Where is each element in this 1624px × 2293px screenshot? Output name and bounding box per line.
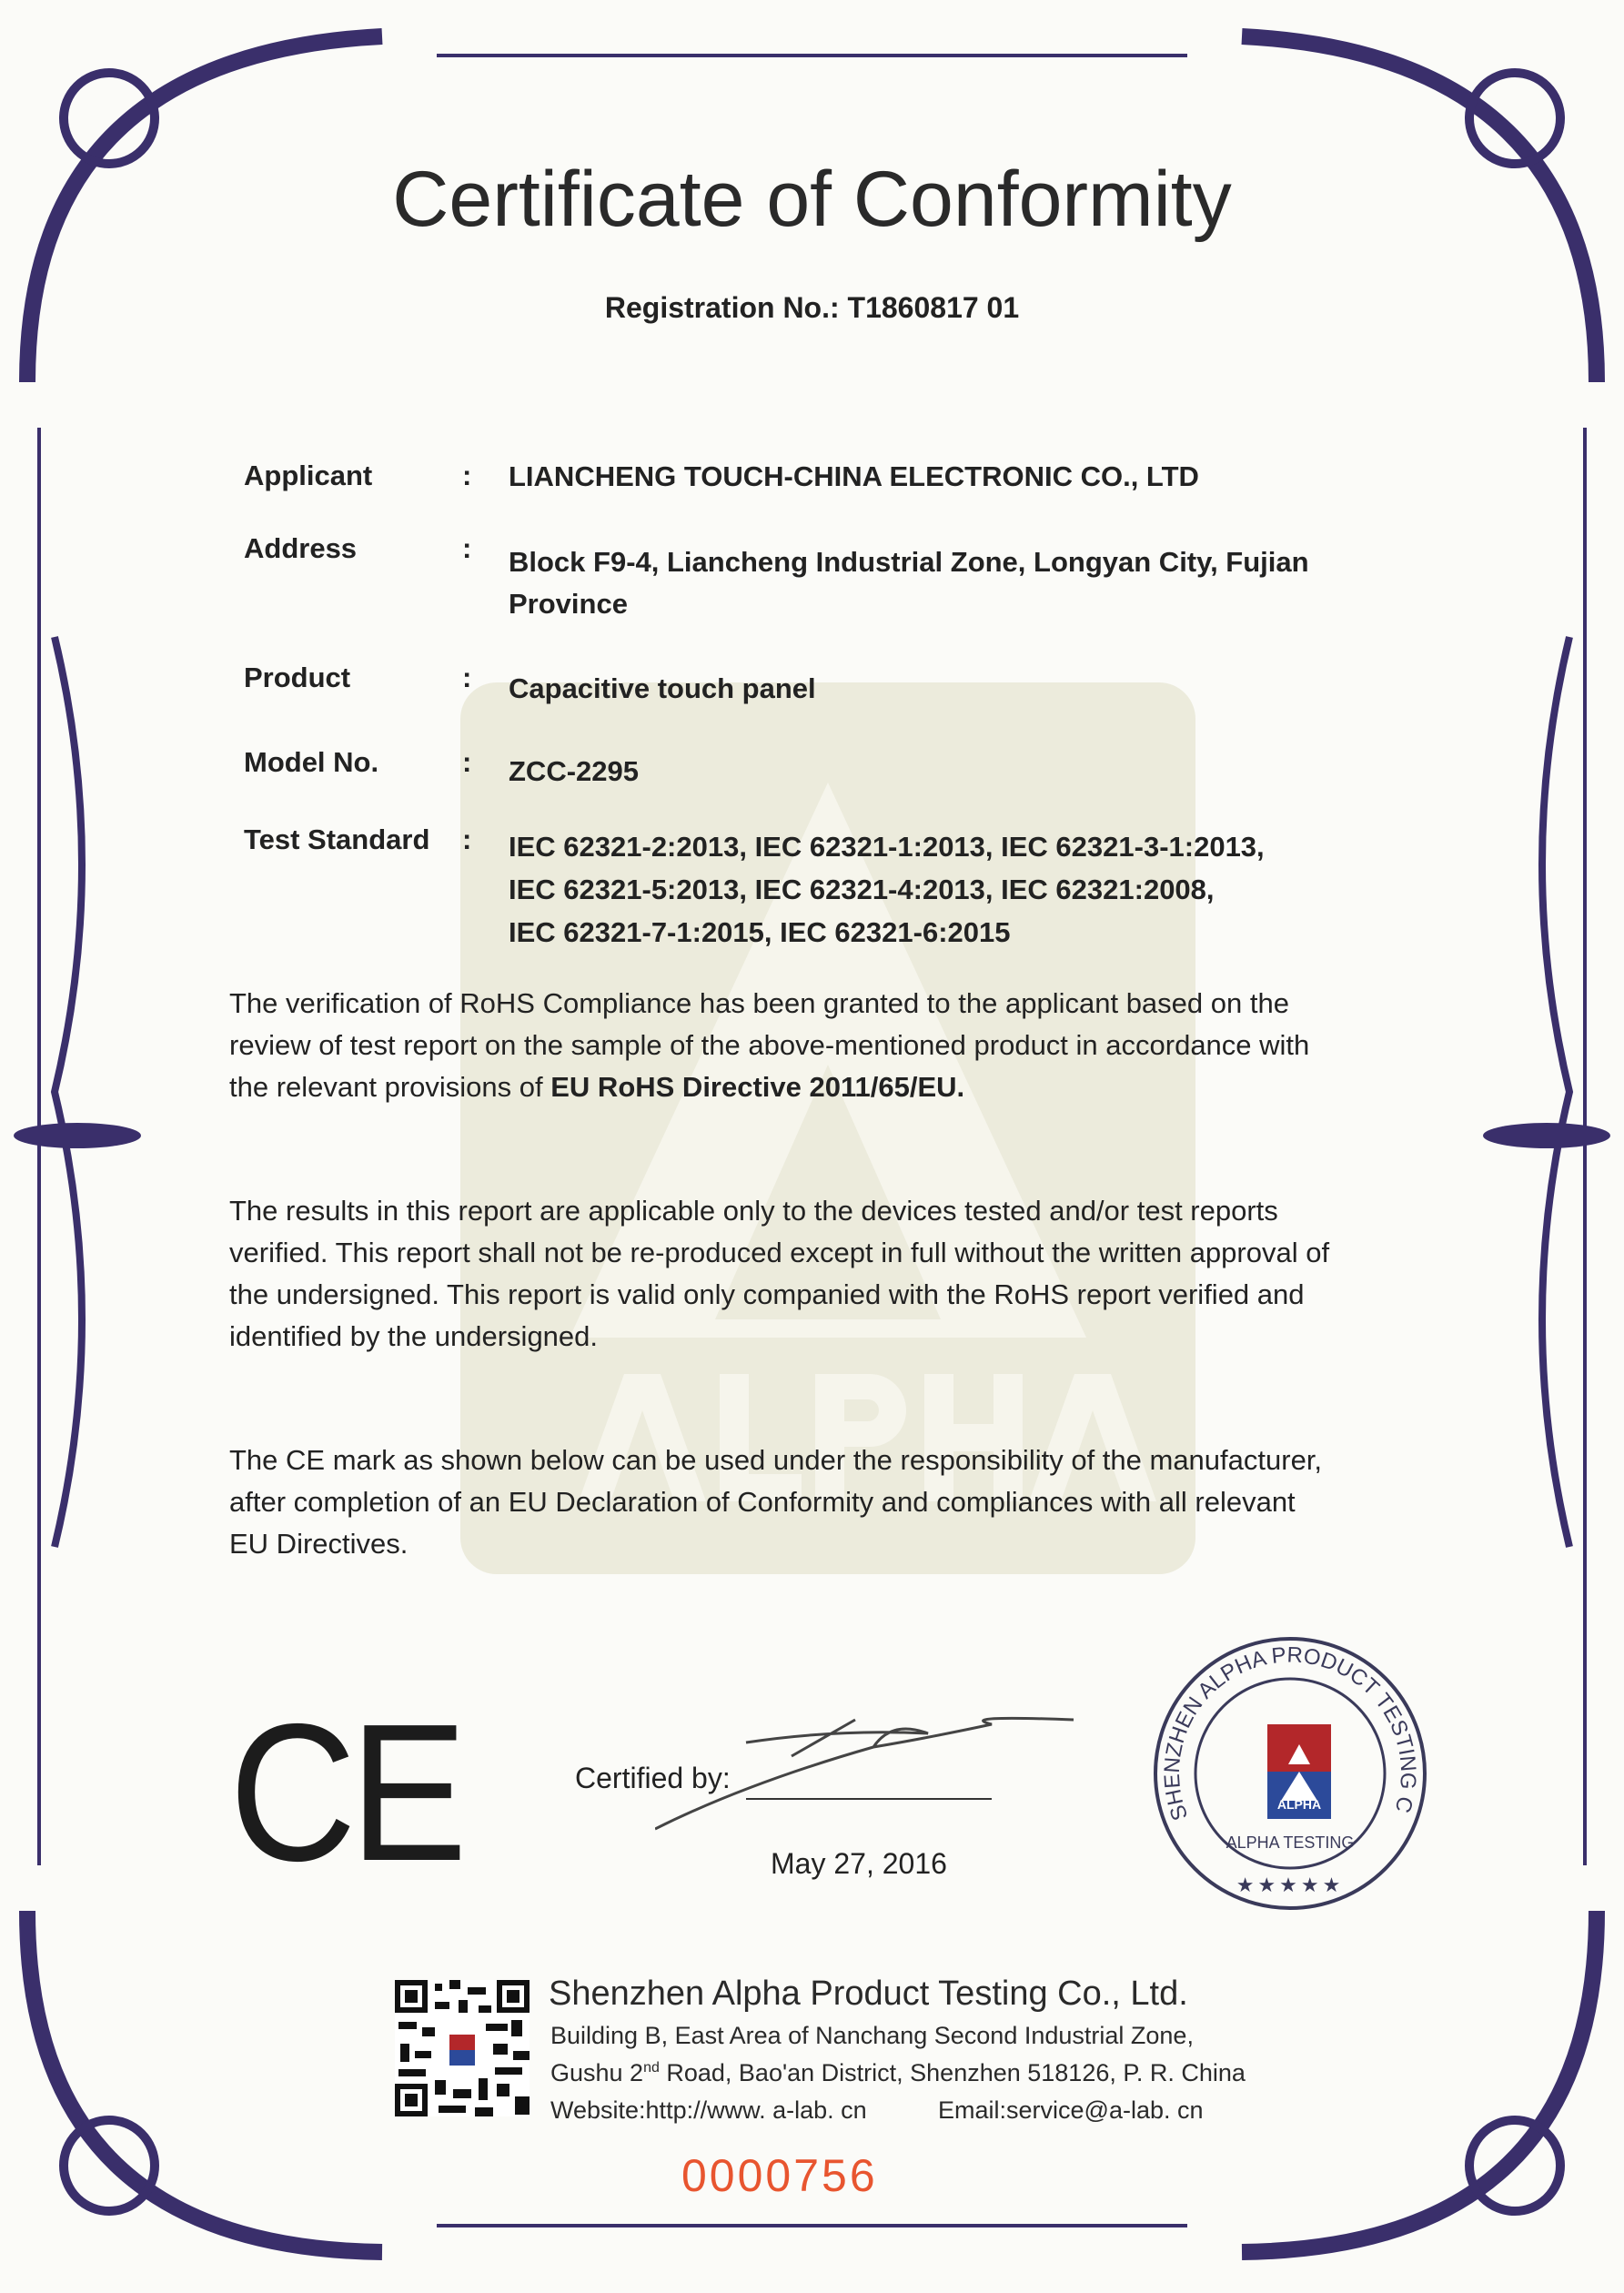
seal-stars: ★★★★★: [1236, 1874, 1345, 1896]
issuer-name: Shenzhen Alpha Product Testing Co., Ltd.: [549, 1975, 1188, 2013]
field-colon: :: [462, 746, 472, 778]
certified-by-label: Certified by:: [575, 1762, 731, 1794]
field-value: IEC 62321-5:2013, IEC 62321-4:2013, IEC 62321:2008,: [509, 874, 1215, 905]
serial-number: 0000756: [681, 2150, 878, 2201]
paragraph-line: verified. This report shall not be re-produced except in full without the written approval of: [229, 1237, 1330, 1268]
issuer-email[interactable]: Email:service@a-lab. cn: [938, 2096, 1204, 2124]
certificate-title: Certificate of Conformity: [392, 156, 1232, 243]
field-value: Capacitive touch panel: [509, 672, 816, 704]
field-colon: :: [462, 460, 472, 491]
seal-rings-icon: [1152, 1635, 1428, 1912]
directive-reference: EU RoHS Directive 2011/65/EU.: [550, 1071, 965, 1103]
qr-code-icon[interactable]: [395, 1980, 530, 2116]
paragraph-line: The CE mark as shown below can be used under the responsibility of the manufacturer,: [229, 1444, 1323, 1476]
field-colon: :: [462, 662, 472, 693]
ce-mark-logo: CE: [229, 1682, 461, 1902]
field-value: IEC 62321-7-1:2015, IEC 62321-6:2015: [509, 916, 1011, 948]
seal-logo-text: ALPHA: [1276, 1797, 1322, 1812]
field-value: LIANCHENG TOUCH-CHINA ELECTRONIC CO., LTD: [509, 460, 1199, 492]
field-label: Test Standard: [244, 823, 430, 855]
field-label: Applicant: [244, 460, 373, 491]
paragraph-line: identified by the undersigned.: [229, 1320, 599, 1352]
results-paragraph: [229, 1190, 1412, 1358]
address-text: Gushu 2: [550, 2059, 644, 2086]
registration-number: Registration No.: T1860817 01: [604, 291, 1020, 324]
issuer-address-line1: Building B, East Area of Nanchang Second Industrial Zone,: [550, 2022, 1194, 2049]
ce-paragraph: [229, 1439, 1412, 1565]
issuer-address-line2: [550, 2059, 1246, 2087]
address-text: Road, Bao'an District, Shenzhen 518126, P. R. China: [659, 2059, 1246, 2086]
paragraph-text: the relevant provisions of: [229, 1071, 551, 1103]
paragraph-line: after completion of an EU Declaration of Conformity and compliances with all relevant: [229, 1486, 1296, 1518]
field-value: Block F9-4, Liancheng Industrial Zone, Longyan City, Fujian: [509, 546, 1309, 578]
paragraph-line: review of test report on the sample of the above-mentioned product in accordance with: [229, 1029, 1310, 1061]
issuer-website[interactable]: Website:http://www. a-lab. cn: [550, 2096, 867, 2124]
seal-inner-text: ALPHA TESTING: [1226, 1833, 1355, 1852]
company-seal: [1152, 1635, 1428, 1912]
field-value: IEC 62321-2:2013, IEC 62321-1:2013, IEC 62321-3-1:2013,: [509, 831, 1265, 863]
issue-date: May 27, 2016: [771, 1847, 947, 1880]
field-label: Model No.: [244, 746, 379, 778]
paragraph-line: EU Directives.: [229, 1528, 409, 1560]
paragraph-line: The results in this report are applicable only to the devices tested and/or test reports: [229, 1195, 1278, 1227]
address-superscript: nd: [643, 2060, 660, 2076]
rohs-paragraph: [229, 983, 1412, 1108]
field-label: Address: [244, 532, 358, 564]
paragraph-line: [229, 1066, 1412, 1108]
field-colon: :: [462, 532, 472, 564]
field-label: Product: [244, 662, 351, 693]
paragraph-line: the undersigned. This report is valid only companied with the RoHS report verified and: [229, 1278, 1305, 1310]
paragraph-line: The verification of RoHS Compliance has been granted to the applicant based on the: [229, 987, 1289, 1019]
field-colon: :: [462, 823, 472, 855]
signature-icon: [655, 1692, 1092, 1838]
field-value: Province: [509, 588, 628, 620]
seal-ring-text: SHENZHEN ALPHA PRODUCT TESTING C: [1159, 1642, 1421, 1824]
field-value: ZCC-2295: [509, 755, 639, 787]
